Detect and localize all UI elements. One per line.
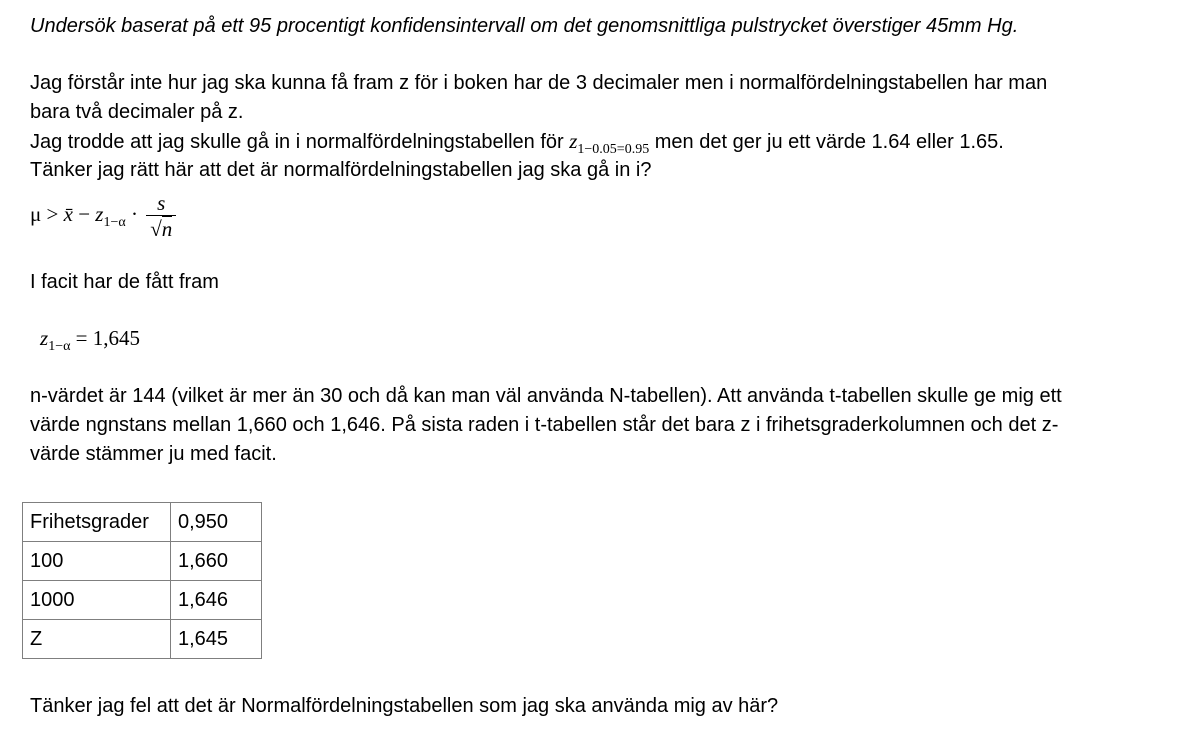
t-table [22,502,262,659]
formula-numerator: s [157,190,166,215]
t-table-row [23,620,262,659]
formula-den-var: n [161,216,173,241]
t-table-row [23,542,262,581]
facit-z-value [40,324,140,356]
question-line-3-text-before: Jag trodde att jag skulle gå in i normalfördelningstabellen för [30,131,570,153]
z-quantile-expression: $z_{1-0.05=0.95}$ [569,129,650,157]
t-table-header-row [23,503,262,542]
sqrt-symbol: √ [150,216,162,241]
formula-lhs: μ > [30,202,64,226]
formula-xbar: x̄ [63,202,73,226]
discussion-line-1: n-värdet är 144 (vilket är mer än 30 och då kan man väl använda N-tabellen). Att använda t-tabellen skulle ge mig ett [30,385,1062,407]
closing-question: Tänker jag fel att det är Normalfördelningstabellen som jag ska använda mig av här? [30,695,779,717]
formula-z: z [95,202,104,226]
question-line-4: Tänker jag rätt här att det är normalfördelningstabellen jag ska gå in i? [30,159,652,181]
discussion-line-2: värde ngnstans mellan 1,660 och 1,646. På sista raden i t-tabellen står det bara z i frihetsgraderkolumnen och det z- [30,414,1059,436]
t-table-cell: 1000 [23,581,171,620]
formula-fraction [146,191,176,242]
t-table-row [23,581,262,620]
question-line-3-text-after: men det ger ju ett värde 1.64 eller 1.65. [649,131,1004,153]
t-table-cell: 100 [23,542,171,581]
t-table-header-cell: 0,950 [171,503,262,542]
question-line-2: bara två decimaler på z. [30,101,244,123]
problem-statement: Undersök baserat på ett 95 procentigt konfidensintervall om det genomsnittliga pulstrycket överstiger 45mm Hg. [30,15,1019,37]
confidence-formula [30,186,176,246]
facit-label: I facit har de fått fram [30,271,219,293]
facit-equals-value: = 1,645 [70,326,141,350]
t-table-header-cell: Frihetsgrader [23,503,171,542]
formula-minus: − [72,202,96,226]
t-table-cell: Z [23,620,171,659]
facit-z: z [40,326,49,350]
discussion-line-3: värde stämmer ju med facit. [30,443,277,465]
t-table-cell: 1,660 [171,542,262,581]
formula-z-sub: 1−α [103,215,126,230]
question-line-3 [30,127,1004,159]
formula-denominator [146,215,176,242]
facit-z-sub: 1−α [48,339,71,354]
t-table-cell: 1,645 [171,620,262,659]
t-table-cell: 1,646 [171,581,262,620]
formula-dot: · [125,202,144,226]
question-line-1: Jag förstår inte hur jag ska kunna få fram z för i boken har de 3 decimaler men i normalfördelningstabellen har man [30,72,1048,94]
